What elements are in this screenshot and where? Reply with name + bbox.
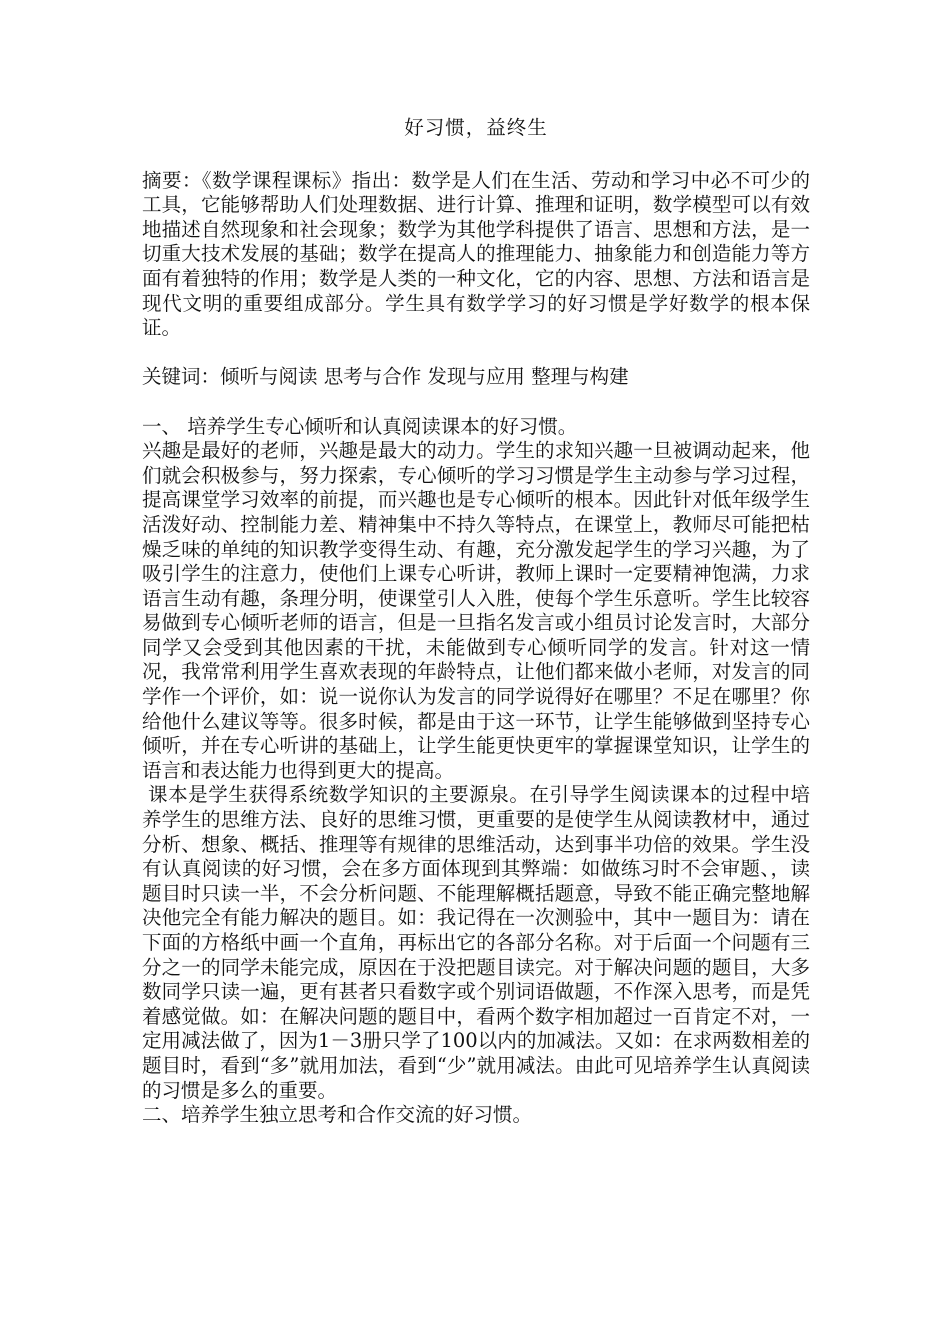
document-title: 好习惯，益终生 bbox=[404, 116, 548, 139]
spacer bbox=[142, 341, 810, 366]
spacer bbox=[142, 390, 810, 415]
section-2-heading: 二、培养学生独立思考和合作交流的好习惯。 bbox=[142, 1103, 533, 1127]
section-1-paragraph-2: 课本是学生获得系统数学知识的主要源泉。在引导学生阅读课本的过程中培养学生的思维方法、良好的思维习惯，更重要的是使学生从阅读教材中，通过分析、想象、概括、推理等有规律的思维活动，达到事半功倍的效果。学生没有认真阅读的好习惯，会在多方面体现到其弊端：如做练习时不会审题、，读题目时只读一半，不会分析问题、不能理解概括题意，导致不能正确完整地解决他完全有能力解决的题目。如：我记得在一次测验中，其中一题目为：请在下面的方格纸中画一个直角，再标出它的各部分名称。对于后面一个问题有三分之一的同学未能完成，原因在于没把题目读完。对于解决问题的题目，大多数同学只读一遍，更有甚者只看数字或个别词语做题，不作深入思考，而是凭着感觉做。如：在解决问题的题目中，看两个数字相加超过一百肯定不对，一定用减法做了，因为1－3册只学了100以内的加减法。又如：在求两数相差的题目时，看到“多”就用加法，看到“少”就用减法。由此可见培养学生认真阅读的习惯是多么的重要。 bbox=[142, 783, 810, 1102]
section-1-paragraph-1: 兴趣是最好的老师，兴趣是最大的动力。学生的求知兴趣一旦被调动起来，他们就会积极参与，努力探索，专心倾听的学习习惯是学生主动参与学习过程，提高课堂学习效率的前提，而兴趣也是专心倾听的根本。因此针对低年级学生活泼好动、控制能力差、精神集中不持久等特点，在课堂上，教师尽可能把枯燥乏味的单纯的知识教学变得生动、有趣，充分激发起学生的学习兴趣，为了吸引学生的注意力，使他们上课专心听讲，教师上课时一定要精神饱满，力求语言生动有趣，条理分明，使课堂引人入胜，使每个学生乐意听。学生比较容易做到专心倾听老师的语言，但是一旦指名发言或小组员讨论发言时，大部分同学又会受到其他因素的干扰，未能做到专心倾听同学的发言。针对这一情况，我常常利用学生喜欢表现的年龄特点，让他们都来做小老师，对发言的同学作一个评价，如：说一说你认为发言的同学说得好在哪里？不足在哪里？你给他什么建议等等。很多时候，都是由于这一环节，让学生能够做到坚持专心倾听，并在专心听讲的基础上，让学生能更快更牢的掌握课堂知识，让学生的语言和表达能力也得到更大的提高。 bbox=[142, 439, 810, 782]
document-body bbox=[142, 116, 810, 1128]
abstract-paragraph: 摘要：《数学课程课标》指出：数学是人们在生活、劳动和学习中必不可少的工具，它能够帮助人们处理数据、进行计算、推理和证明，数学模型可以有效地描述自然现象和社会现象；数学为其他学科提供了语言、思想和方法，是一切重大技术发展的基础；数学在提高人的推理能力、抽象能力和创造能力等方面有着独特的作用；数学是人类的一种文化，它的内容、思想、方法和语言是现代文明的重要组成部分。学生具有数学学习的好习惯是学好数学的根本保证。 bbox=[142, 168, 810, 340]
section-1-heading: 一、 培养学生专心倾听和认真阅读课本的好习惯。 bbox=[142, 414, 578, 438]
keywords-line: 关键词：倾听与阅读 思考与合作 发现与应用 整理与构建 bbox=[142, 365, 629, 389]
